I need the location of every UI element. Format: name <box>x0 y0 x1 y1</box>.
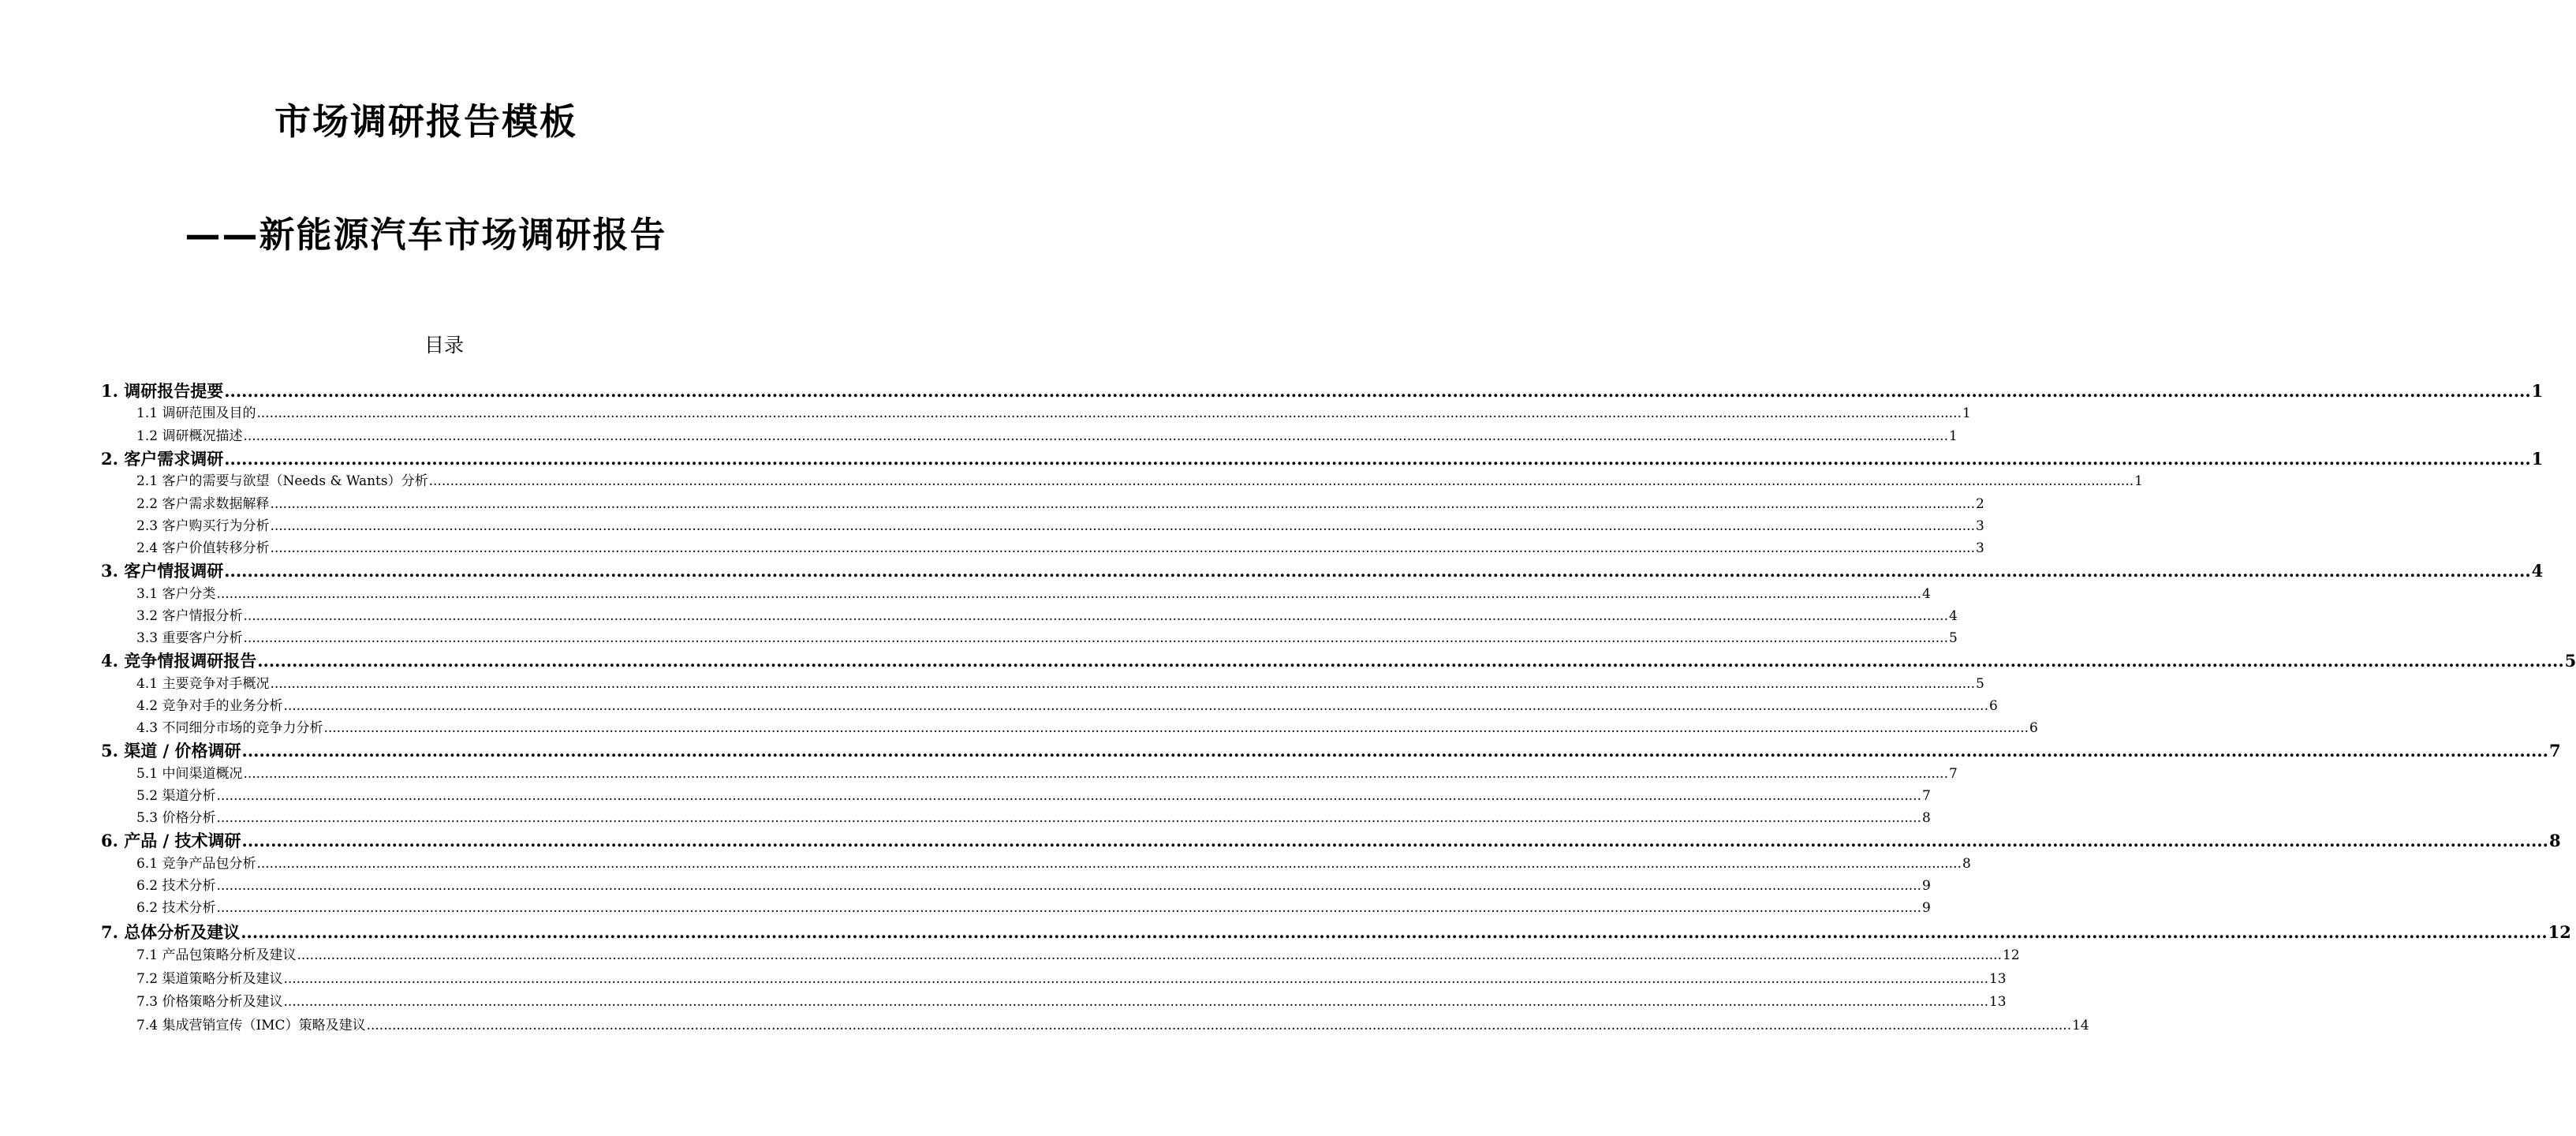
toc-entry-chapter[interactable] <box>101 921 2571 944</box>
toc-entry-section[interactable] <box>101 807 1931 829</box>
toc-entry-label: 7.1 产品包策略分析及建议 <box>136 947 297 964</box>
document-subtitle: ——新能源汽车市场调研报告 <box>185 214 667 256</box>
toc-entry-section[interactable] <box>101 515 1984 537</box>
toc-entry-section[interactable] <box>101 968 2007 992</box>
toc-entry-section[interactable] <box>101 717 2038 739</box>
toc-entry-label: 4.3 不同细分市场的竞争力分析 <box>136 720 323 737</box>
toc-entry-label: 1. 调研报告提要 <box>101 381 224 401</box>
toc-entry-page-number: 9 <box>1921 900 1931 917</box>
toc-entry-label: 3. 客户情报调研 <box>101 561 224 581</box>
toc-dot-leader: ................................................................................................................................................................................................................................................................................................................................................................................................................ <box>283 994 1988 1011</box>
toc-entry-section[interactable] <box>101 493 1984 515</box>
toc-entry-page-number: 4 <box>1921 585 1931 602</box>
toc-dot-leader: ................................................................................................................................................................................................................................................................................................................................................................................................................ <box>428 473 2134 490</box>
toc-entry-label: 6.2 技术分析 <box>136 900 216 917</box>
toc-entry-page-number: 12 <box>2002 947 2020 964</box>
toc-entry-page-number: 1 <box>1962 405 1971 422</box>
toc-dot-leader: ................................................................................................................................................................................................................................................................................................................................................................................................................ <box>241 741 2548 761</box>
toc-entry-label: 5. 渠道 / 价格调研 <box>101 741 241 761</box>
toc-entry-label: 5.2 渠道分析 <box>136 787 216 804</box>
toc-entry-label: 3.2 客户情报分析 <box>136 607 243 624</box>
toc-entry-section[interactable] <box>101 785 1931 807</box>
toc-entry-page-number: 4 <box>1948 607 1958 624</box>
toc-entry-section[interactable] <box>101 1015 2089 1038</box>
toc-entry-page-number: 13 <box>1988 970 2007 987</box>
toc-dot-leader: ................................................................................................................................................................................................................................................................................................................................................................................................................ <box>270 518 1975 534</box>
toc-dot-leader: ................................................................................................................................................................................................................................................................................................................................................................................................................ <box>216 900 1921 917</box>
toc-entry-chapter[interactable] <box>101 739 2561 763</box>
toc-dot-leader: ................................................................................................................................................................................................................................................................................................................................................................................................................ <box>243 428 1948 444</box>
toc-entry-label: 3.1 客户分类 <box>136 585 216 602</box>
toc-entry-label: 6.1 竞争产品包分析 <box>136 855 256 872</box>
toc-entry-label: 7. 总体分析及建议 <box>101 922 241 943</box>
toc-entry-chapter[interactable] <box>101 829 2561 853</box>
toc-entry-section[interactable] <box>101 470 2143 492</box>
toc-entry-label: 7.3 价格策略分析及建议 <box>136 994 283 1011</box>
toc-entry-page-number: 1 <box>1948 428 1958 444</box>
toc-dot-leader: ................................................................................................................................................................................................................................................................................................................................................................................................................ <box>216 787 1921 804</box>
toc-entry-page-number: 9 <box>1921 877 1931 894</box>
toc-entry-page-number: 1 <box>2134 473 2143 490</box>
toc-entry-page-number: 5 <box>1948 630 1958 646</box>
toc-entry-label: 7.4 集成营销宣传（IMC）策略及建议 <box>136 1017 366 1033</box>
toc-entry-label: 3.3 重要客户分析 <box>136 630 243 646</box>
toc-entry-label: 2.3 客户购买行为分析 <box>136 518 270 534</box>
toc-dot-leader: ................................................................................................................................................................................................................................................................................................................................................................................................................ <box>270 540 1975 556</box>
toc-entry-label: 1.2 调研概况描述 <box>136 428 243 444</box>
toc-entry-page-number: 3 <box>1975 518 1984 534</box>
toc-dot-leader: ................................................................................................................................................................................................................................................................................................................................................................................................................ <box>241 922 2548 943</box>
toc-dot-leader: ................................................................................................................................................................................................................................................................................................................................................................................................................ <box>224 448 2531 469</box>
toc-dot-leader: ................................................................................................................................................................................................................................................................................................................................................................................................................ <box>243 630 1948 646</box>
toc-entry-label: 2. 客户需求调研 <box>101 448 224 469</box>
toc-entry-page-number: 7 <box>1948 765 1958 782</box>
toc-entry-page-number: 13 <box>1988 994 2007 1011</box>
toc-dot-leader: ................................................................................................................................................................................................................................................................................................................................................................................................................ <box>216 585 1921 602</box>
toc-dot-leader: ................................................................................................................................................................................................................................................................................................................................................................................................................ <box>224 381 2531 401</box>
toc-entry-label: 1.1 调研范围及目的 <box>136 405 256 422</box>
toc-entry-section[interactable] <box>101 537 1984 559</box>
toc-entry-section[interactable] <box>101 627 1958 649</box>
toc-entry-page-number: 1 <box>2531 448 2544 469</box>
toc-entry-section[interactable] <box>101 695 1998 717</box>
toc-entry-page-number: 4 <box>2531 561 2544 581</box>
toc-entry-page-number: 8 <box>2548 831 2561 851</box>
toc-dot-leader: ................................................................................................................................................................................................................................................................................................................................................................................................................ <box>366 1017 2072 1033</box>
toc-dot-leader: ................................................................................................................................................................................................................................................................................................................................................................................................................ <box>216 877 1921 894</box>
toc-dot-leader: ................................................................................................................................................................................................................................................................................................................................................................................................................ <box>270 495 1975 512</box>
toc-entry-page-number: 2 <box>1975 495 1984 512</box>
toc-heading: 目录 <box>424 334 464 357</box>
toc-dot-leader: ................................................................................................................................................................................................................................................................................................................................................................................................................ <box>224 561 2531 581</box>
toc-entry-page-number: 8 <box>1921 810 1931 827</box>
toc-entry-section[interactable] <box>101 897 1931 919</box>
toc-dot-leader: ................................................................................................................................................................................................................................................................................................................................................................................................................ <box>243 765 1948 782</box>
toc-entry-section[interactable] <box>101 763 1958 785</box>
toc-dot-leader: ................................................................................................................................................................................................................................................................................................................................................................................................................ <box>283 697 1988 714</box>
toc-entry-page-number: 14 <box>2072 1017 2089 1033</box>
toc-entry-label: 5.3 价格分析 <box>136 810 216 827</box>
table-of-contents <box>101 379 2576 1037</box>
toc-entry-section[interactable] <box>101 673 1984 695</box>
toc-entry-page-number: 8 <box>1962 855 1971 872</box>
toc-entry-page-number: 5 <box>2564 651 2576 671</box>
toc-entry-page-number: 7 <box>2548 741 2561 761</box>
toc-entry-chapter[interactable] <box>101 447 2544 471</box>
toc-entry-section[interactable] <box>101 583 1931 605</box>
toc-entry-label: 6.2 技术分析 <box>136 877 216 894</box>
toc-entry-section[interactable] <box>101 875 1931 897</box>
toc-entry-section[interactable] <box>101 605 1958 627</box>
toc-dot-leader: ................................................................................................................................................................................................................................................................................................................................................................................................................ <box>283 970 1988 987</box>
toc-entry-label: 4.1 主要竞争对手概况 <box>136 675 270 692</box>
toc-dot-leader: ................................................................................................................................................................................................................................................................................................................................................................................................................ <box>297 947 2002 964</box>
toc-entry-chapter[interactable] <box>101 649 2576 673</box>
toc-entry-label: 4. 竞争情报调研报告 <box>101 651 257 671</box>
toc-entry-label: 7.2 渠道策略分析及建议 <box>136 970 283 987</box>
toc-dot-leader: ................................................................................................................................................................................................................................................................................................................................................................................................................ <box>323 720 2029 737</box>
toc-dot-leader: ................................................................................................................................................................................................................................................................................................................................................................................................................ <box>270 675 1975 692</box>
toc-entry-page-number: 3 <box>1975 540 1984 556</box>
toc-entry-label: 4.2 竞争对手的业务分析 <box>136 697 283 714</box>
toc-dot-leader: ................................................................................................................................................................................................................................................................................................................................................................................................................ <box>257 651 2564 671</box>
toc-entry-page-number: 12 <box>2548 922 2571 943</box>
toc-entry-label: 2.4 客户价值转移分析 <box>136 540 270 556</box>
toc-dot-leader: ................................................................................................................................................................................................................................................................................................................................................................................................................ <box>256 405 1962 422</box>
toc-entry-section[interactable] <box>101 425 1958 447</box>
toc-entry-page-number: 7 <box>1921 787 1931 804</box>
toc-entry-label: 2.1 客户的需要与欲望（Needs & Wants）分析 <box>136 473 428 490</box>
toc-entry-chapter[interactable] <box>101 379 2544 403</box>
toc-entry-section[interactable] <box>101 403 1971 425</box>
toc-entry-section[interactable] <box>101 853 1971 875</box>
toc-dot-leader: ................................................................................................................................................................................................................................................................................................................................................................................................................ <box>243 607 1948 624</box>
toc-entry-label: 6. 产品 / 技术调研 <box>101 831 241 851</box>
toc-dot-leader: ................................................................................................................................................................................................................................................................................................................................................................................................................ <box>256 855 1962 872</box>
toc-entry-page-number: 1 <box>2531 381 2544 401</box>
toc-entry-section[interactable] <box>101 991 2007 1015</box>
toc-entry-section[interactable] <box>101 944 2020 968</box>
toc-entry-label: 2.2 客户需求数据解释 <box>136 495 270 512</box>
toc-entry-page-number: 6 <box>2029 720 2038 737</box>
toc-entry-page-number: 5 <box>1975 675 1984 692</box>
toc-dot-leader: ................................................................................................................................................................................................................................................................................................................................................................................................................ <box>216 810 1921 827</box>
toc-entry-label: 5.1 中间渠道概况 <box>136 765 243 782</box>
toc-entry-page-number: 6 <box>1988 697 1998 714</box>
toc-dot-leader: ................................................................................................................................................................................................................................................................................................................................................................................................................ <box>241 831 2548 851</box>
document-title: 市场调研报告模板 <box>274 100 577 143</box>
toc-entry-chapter[interactable] <box>101 559 2544 583</box>
